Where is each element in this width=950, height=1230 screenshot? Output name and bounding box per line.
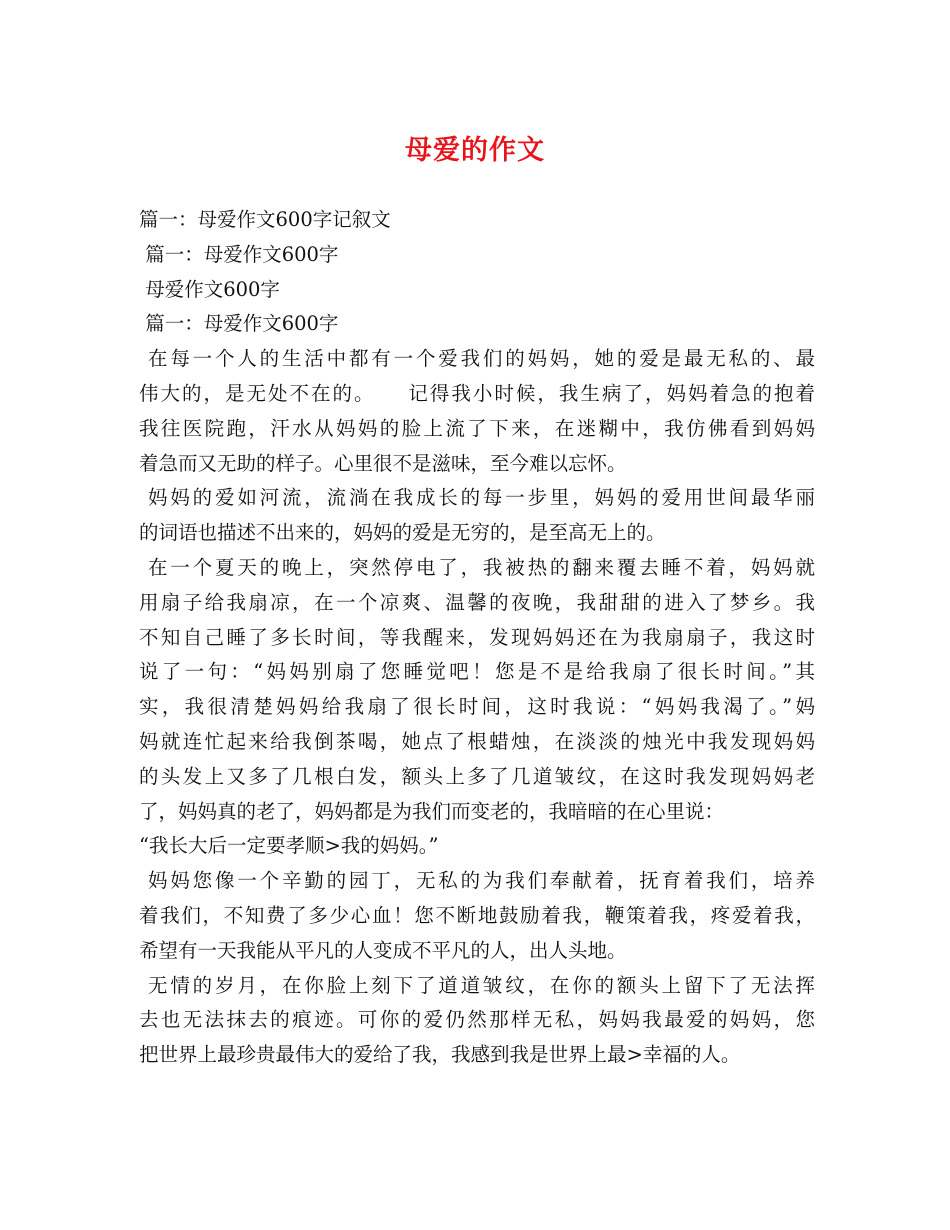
body-line: 伟大的，是无处不在的。 记得我小时候，我生病了，妈妈着急的抱着 xyxy=(139,381,815,405)
body-line: 不知自己睡了多长时间，等我醒来，发现妈妈还在为我扇扇子，我这时 xyxy=(139,625,815,649)
body-line: 用扇子给我扇凉，在一个凉爽、温馨的夜晚，我甜甜的进入了梦乡。我 xyxy=(139,590,815,614)
body-line: “我长大后一定要孝顺>我的妈妈。” xyxy=(139,834,439,858)
document-body xyxy=(139,203,815,1073)
body-line: 的头发上又多了几根白发，额头上多了几道皱纹，在这时我发现妈妈老 xyxy=(139,764,815,788)
body-line: 实，我很清楚妈妈给我扇了很长时间，这时我说：“妈妈我渴了。”妈 xyxy=(139,695,815,719)
body-line: 把世界上最珍贵最伟大的爱给了我，我感到我是世界上最>幸福的人。 xyxy=(139,1043,741,1067)
body-line: 希望有一天我能从平凡的人变成不平凡的人，出人头地。 xyxy=(139,938,627,962)
body-line: 无情的岁月，在你脸上刻下了道道皱纹，在你的额头上留下了无法挥 xyxy=(139,973,815,997)
body-line: 说了一句：“妈妈别扇了您睡觉吧！您是不是给我扇了很长时间。”其 xyxy=(139,660,815,684)
body-line: 篇一：母爱作文600字 xyxy=(139,312,339,336)
body-line: 去也无法抹去的痕迹。可你的爱仍然那样无私，妈妈我最爱的妈妈，您 xyxy=(139,1008,815,1032)
body-line: 篇一：母爱作文600字记叙文 xyxy=(139,208,391,231)
body-line: 妈妈您像一个辛勤的园丁，无私的为我们奉献着，抚育着我们，培养 xyxy=(139,869,815,893)
document-title: 母爱的作文 xyxy=(405,135,545,166)
body-line: 着我们，不知费了多少心血！您不断地鼓励着我，鞭策着我，疼爱着我， xyxy=(139,903,815,927)
body-line: 我往医院跑，汗水从妈妈的脸上流了下来，在迷糊中，我仿佛看到妈妈 xyxy=(139,416,815,440)
body-line: 母爱作文600字 xyxy=(139,277,280,301)
body-line: 在一个夏天的晚上，突然停电了，我被热的翻来覆去睡不着，妈妈就 xyxy=(139,555,815,579)
body-line: 妈就连忙起来给我倒茶喝，她点了根蜡烛，在淡淡的烛光中我发现妈妈 xyxy=(139,729,815,753)
body-line: 篇一：母爱作文600字 xyxy=(139,242,339,266)
body-line: 着急而又无助的样子。心里很不是滋味，至今难以忘怀。 xyxy=(139,451,627,475)
body-line: 在每一个人的生活中都有一个爱我们的妈妈，她的爱是最无私的、最 xyxy=(139,347,815,371)
body-line: 的词语也描述不出来的，妈妈的爱是无穷的，是至高无上的。 xyxy=(139,521,666,545)
body-line: 了，妈妈真的老了，妈妈都是为我们而变老的，我暗暗的在心里说： xyxy=(139,799,725,823)
body-line: 妈妈的爱如河流，流淌在我成长的每一步里，妈妈的爱用世间最华丽 xyxy=(139,486,815,510)
